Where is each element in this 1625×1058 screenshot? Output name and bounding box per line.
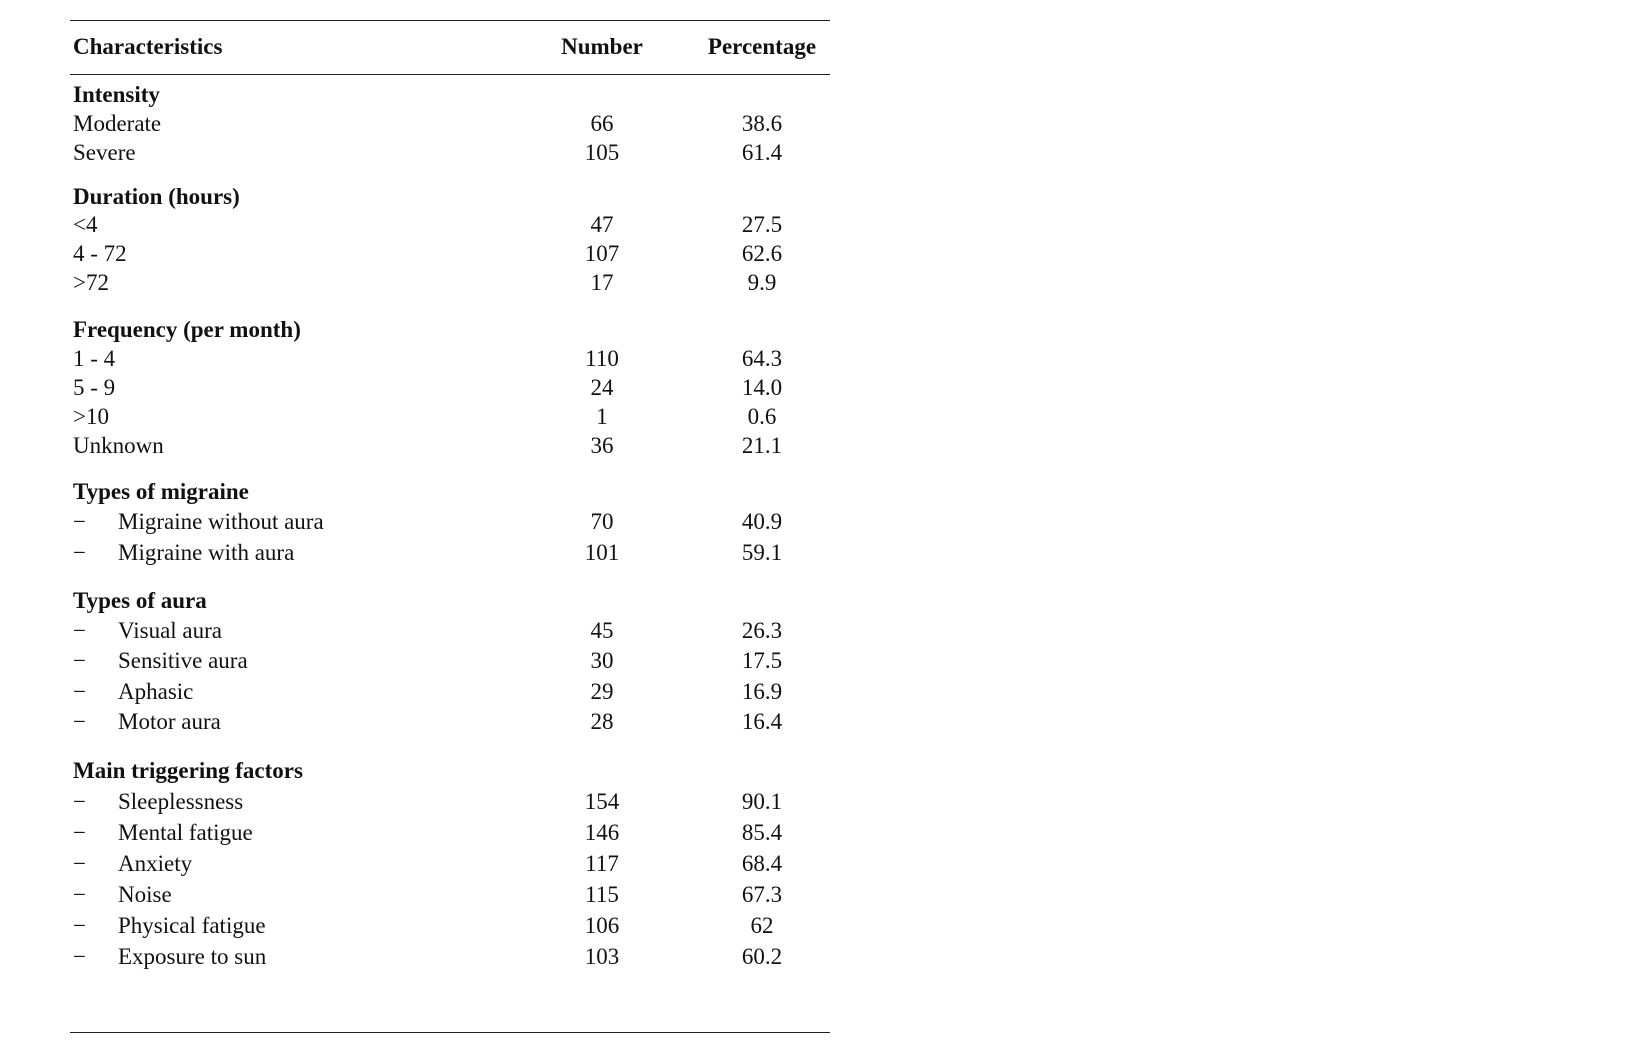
table-row — [70, 942, 830, 972]
row-percentage: 40.9 — [741, 509, 783, 534]
row-label: <4 — [73, 212, 98, 237]
row-number: 1 — [596, 404, 608, 429]
section-title-types-of-aura — [70, 586, 830, 616]
row-percentage: 17.5 — [741, 648, 783, 673]
row-percentage: 16.4 — [741, 709, 783, 734]
table-row — [70, 538, 830, 568]
row-label: Motor aura — [118, 709, 221, 734]
row-percentage: 67.3 — [741, 882, 783, 907]
row-percentage: 90.1 — [741, 789, 783, 814]
dash-bullet: − — [73, 882, 86, 907]
table-row — [70, 849, 830, 879]
table-row — [70, 707, 830, 737]
dash-bullet: − — [73, 709, 86, 734]
section-title-duration — [70, 182, 830, 212]
dash-bullet: − — [73, 648, 86, 673]
row-number: 70 — [590, 509, 614, 534]
header-characteristics: Characteristics — [73, 34, 223, 59]
row-number: 36 — [590, 433, 614, 458]
row-label: Severe — [73, 140, 136, 165]
row-percentage: 85.4 — [741, 820, 783, 845]
table-bottom-rule — [70, 1032, 830, 1033]
row-label: Unknown — [73, 433, 164, 458]
row-percentage: 64.3 — [741, 346, 783, 371]
table-row — [70, 344, 830, 374]
row-number: 103 — [584, 944, 620, 969]
header-percentage: Percentage — [707, 34, 817, 59]
row-label: >72 — [73, 270, 109, 295]
dash-bullet: − — [73, 944, 86, 969]
table-header-rule — [70, 74, 830, 75]
row-number: 107 — [584, 241, 620, 266]
row-number: 117 — [585, 851, 619, 876]
row-label: 5 - 9 — [73, 375, 116, 400]
table-row — [70, 138, 830, 168]
row-percentage: 16.9 — [741, 679, 783, 704]
section-title-frequency — [70, 315, 830, 345]
dash-bullet: − — [73, 851, 86, 876]
row-label: Moderate — [73, 111, 162, 136]
dash-bullet: − — [73, 913, 86, 938]
row-number: 110 — [585, 346, 619, 371]
row-number: 106 — [584, 913, 620, 938]
dash-bullet: − — [73, 789, 86, 814]
table-row — [70, 268, 830, 298]
row-number: 24 — [590, 375, 614, 400]
dash-bullet: − — [73, 679, 86, 704]
row-label: Physical fatigue — [118, 913, 266, 938]
row-label: Mental fatigue — [118, 820, 253, 845]
section-title: Intensity — [73, 82, 160, 107]
row-percentage: 60.2 — [741, 944, 783, 969]
table-row — [70, 109, 830, 139]
table-row — [70, 210, 830, 240]
row-label: Noise — [118, 882, 172, 907]
row-number: 146 — [584, 820, 620, 845]
row-percentage: 59.1 — [741, 540, 783, 565]
row-number: 154 — [584, 789, 620, 814]
section-title: Frequency (per month) — [73, 317, 301, 342]
table-row — [70, 616, 830, 646]
section-title: Duration (hours) — [73, 184, 240, 209]
row-label: 1 - 4 — [73, 346, 116, 371]
row-label: Aphasic — [118, 679, 194, 704]
table-row — [70, 373, 830, 403]
row-number: 17 — [590, 270, 614, 295]
table-top-rule — [70, 20, 830, 21]
row-number: 30 — [590, 648, 614, 673]
row-label: Migraine without aura — [118, 509, 324, 534]
section-title-types-of-migraine — [70, 477, 830, 507]
header-number: Number — [561, 34, 643, 59]
dash-bullet: − — [73, 618, 86, 643]
section-title: Types of aura — [73, 588, 207, 613]
dash-bullet: − — [73, 540, 86, 565]
row-label: 4 - 72 — [73, 241, 127, 266]
row-label: Visual aura — [118, 618, 222, 643]
row-percentage: 21.1 — [741, 433, 783, 458]
row-number: 66 — [590, 111, 614, 136]
row-label: Sleeplessness — [118, 789, 244, 814]
row-label: Migraine with aura — [118, 540, 295, 565]
row-percentage: 61.4 — [741, 140, 783, 165]
table-row — [70, 818, 830, 848]
table-row — [70, 911, 830, 941]
table-row — [70, 787, 830, 817]
row-number: 45 — [590, 618, 614, 643]
section-title: Main triggering factors — [73, 758, 303, 783]
row-number: 29 — [590, 679, 614, 704]
dash-bullet: − — [73, 820, 86, 845]
row-number: 47 — [590, 212, 614, 237]
row-percentage: 27.5 — [741, 212, 783, 237]
table-row — [70, 431, 830, 461]
row-percentage: 0.6 — [747, 404, 777, 429]
table-row — [70, 239, 830, 269]
row-number: 101 — [584, 540, 620, 565]
row-percentage: 68.4 — [741, 851, 783, 876]
row-percentage: 26.3 — [741, 618, 783, 643]
table-row — [70, 402, 830, 432]
row-percentage: 38.6 — [741, 111, 783, 136]
row-number: 105 — [584, 140, 620, 165]
row-percentage: 62.6 — [741, 241, 783, 266]
row-percentage: 9.9 — [747, 270, 777, 295]
section-title-intensity — [70, 80, 830, 110]
table-row — [70, 507, 830, 537]
row-label: Anxiety — [118, 851, 193, 876]
table-row — [70, 646, 830, 676]
row-label: >10 — [73, 404, 109, 429]
section-title: Types of migraine — [73, 479, 249, 504]
row-number: 28 — [590, 709, 614, 734]
row-percentage: 14.0 — [741, 375, 783, 400]
section-title-triggering-factors — [70, 756, 830, 786]
table-row — [70, 880, 830, 910]
table-row — [70, 677, 830, 707]
dash-bullet: − — [73, 509, 86, 534]
row-number: 115 — [585, 882, 619, 907]
row-percentage: 62 — [750, 913, 774, 938]
row-label: Sensitive aura — [118, 648, 248, 673]
row-label: Exposure to sun — [118, 944, 267, 969]
